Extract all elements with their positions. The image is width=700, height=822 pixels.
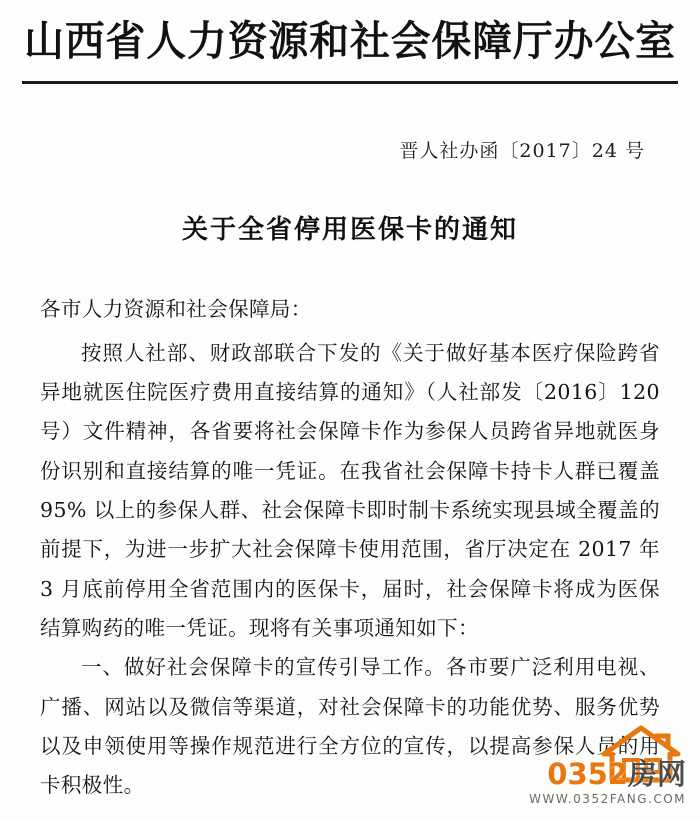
document-number: 晋人社办函〔2017〕24 号: [399, 140, 645, 163]
salutation: 各市人力资源和社会保障局：: [40, 297, 312, 322]
letterhead: [0, 0, 700, 67]
letterhead-title: 山西省人力资源和社会保障厅办公室: [24, 17, 676, 65]
document-number-row: [0, 136, 700, 163]
watermark-brand-cn: 房网: [627, 757, 686, 791]
paragraph-1: 按照人社部、财政部联合下发的《关于做好基本医疗保险跨省异地就医住院医疗费用直接结算的通知》（人社部发〔2016〕120 号）文件精神，各省要将社会保障卡作为参保人员跨省异地就医身份识别和直接结算的唯一凭证。在我省社会保障卡持卡人群已覆盖 95% 以上的参保人群、社会保障卡即时制卡系统实现县域全覆盖的前提下，为进一步扩大社会保障卡使用范围，省厅决定在 2017 年 3 月底前停用全省范围内的医保卡，届时，社会保障卡将成为医保结算购药的唯一凭证。现将有关事项通知如下：: [40, 340, 660, 641]
document-title: 关于全省停用医保卡的通知: [181, 215, 518, 246]
paragraph-2: 一、做好社会保障卡的宣传引导工作。各市要广泛利用电视、广播、网站以及微信等渠道，对社会保障卡的功能优势、服务优势以及申领使用等操作规范进行全方位的宣传，以提高参保人员的用卡积极性。: [40, 655, 660, 798]
letterhead-divider: [22, 81, 678, 84]
document-body: [40, 290, 660, 806]
watermark-brand-number: 0352: [547, 757, 628, 791]
watermark-url: WWW.0352FANG.COM: [529, 792, 686, 806]
